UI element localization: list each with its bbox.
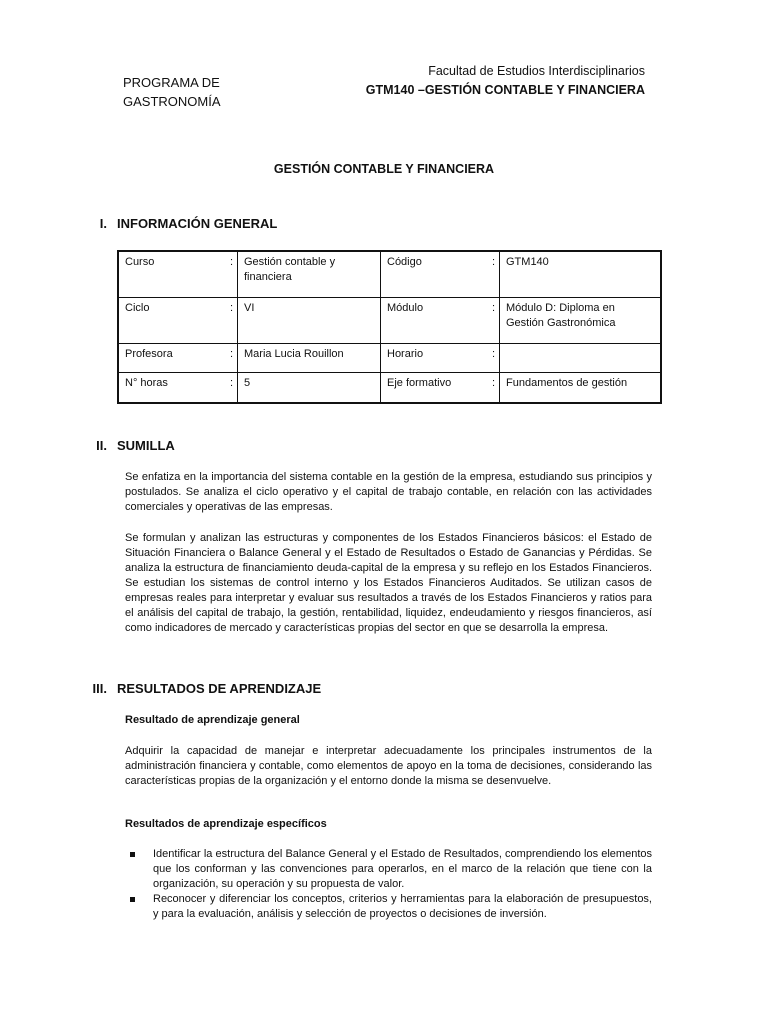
program-name (123, 73, 283, 111)
colon: : (487, 373, 500, 404)
section-1-title: INFORMACIÓN GENERAL (117, 216, 278, 231)
specific-outcomes-list (125, 847, 652, 922)
value-codigo: GTM140 (500, 251, 662, 298)
table-row (118, 298, 661, 344)
colon: : (487, 298, 500, 344)
general-outcome-text: Adquirir la capacidad de manejar e interpretar adecuadamente los principales instrumentos de la administración financiera y contable, como elementos de apoyo en la toma de decisiones, considerando las características propias de la organización y el entorno donde la misma se desenvuelve. (125, 745, 652, 787)
label-profesora: Profesora (118, 344, 225, 373)
table-row (118, 344, 661, 373)
colon: : (225, 298, 238, 344)
label-horario: Horario (381, 344, 488, 373)
section-2-heading (75, 438, 175, 453)
value-curso: Gestión contable y financiera (238, 251, 381, 298)
table-row (118, 373, 661, 404)
value-horario (500, 344, 662, 373)
list-item-text: Identificar la estructura del Balance General y el Estado de Resultados, comprendiendo los elementos que los conforman y las convenciones para operarlos, en el marco de la relación que tiene con la organización, su operación y su propuesta de valor. (153, 848, 652, 890)
colon: : (225, 373, 238, 404)
table-row (118, 251, 661, 298)
list-item (125, 892, 652, 922)
section-3-title: RESULTADOS DE APRENDIZAJE (117, 681, 322, 696)
colon: : (225, 251, 238, 298)
bullet-square-icon (130, 897, 135, 902)
value-modulo: Módulo D: Diploma en Gestión Gastronómica (500, 298, 662, 344)
value-eje-formativo: Fundamentos de gestión (500, 373, 662, 404)
label-horas: N° horas (118, 373, 225, 404)
section-1-number: I. (99, 216, 107, 231)
section-3-heading (75, 681, 321, 696)
section-2-number: II. (96, 438, 107, 453)
label-curso: Curso (118, 251, 225, 298)
label-codigo: Código (381, 251, 488, 298)
general-outcome-heading: Resultado de aprendizaje general (125, 714, 300, 726)
general-info-table (117, 250, 662, 404)
course-header (360, 62, 645, 100)
section-3-number: III. (92, 681, 107, 696)
specific-outcomes-heading: Resultados de aprendizaje específicos (125, 818, 327, 830)
course-code-title: GTM140 –GESTIÓN CONTABLE Y FINANCIERA (365, 83, 645, 97)
label-modulo: Módulo (381, 298, 488, 344)
value-horas: 5 (238, 373, 381, 404)
colon: : (225, 344, 238, 373)
program-line-2: GASTRONOMÍA (123, 94, 221, 109)
colon: : (487, 344, 500, 373)
colon: : (487, 251, 500, 298)
list-item (125, 847, 652, 892)
faculty-name: Facultad de Estudios Interdisciplinarios (428, 64, 645, 78)
document-title: GESTIÓN CONTABLE Y FINANCIERA (273, 162, 495, 176)
program-line-1: PROGRAMA DE (123, 75, 220, 90)
section-2-title: SUMILLA (117, 438, 175, 453)
bullet-square-icon (130, 852, 135, 857)
sumilla-paragraph-1: Se enfatiza en la importancia del sistema contable en la gestión de la empresa, estudiando sus principios y postulados. Se analiza el ciclo operativo y el capital de trabajo contable, en relación con las actividades comerciales y operativas de las empresas. (125, 471, 652, 513)
value-ciclo: VI (238, 298, 381, 344)
list-item-text: Reconocer y diferenciar los conceptos, criterios y herramientas para la elaboración de presupuestos, y para la evaluación, análisis y selección de proyectos o decisiones de inversión. (153, 893, 652, 920)
value-profesora: Maria Lucia Rouillon (238, 344, 381, 373)
label-ciclo: Ciclo (118, 298, 225, 344)
section-1-heading (75, 216, 277, 231)
label-eje-formativo: Eje formativo (381, 373, 488, 404)
sumilla-paragraph-2: Se formulan y analizan las estructuras y componentes de los Estados Financieros básicos: el Estado de Situación Financiera o Balance General y el Estado de Resultados o Estado de Ganancias y Pérdidas. Se analiza la estructura de financiamiento deuda-capital de la empresa y su reflejo en los Estados Financieros. Se estudian los sistemas de control interno y los Estados Financieros Auditados. Se utilizan casos de empresas reales para interpretar y evaluar sus resultados a través de los Estados Financieros y ratios para el análisis del capital de trabajo, la gestión, rentabilidad, liquidez, endeudamiento y riesgos financieros, así como indicadores de mercado y características propias del sector en que se desarrolla la empresa. (125, 532, 652, 634)
